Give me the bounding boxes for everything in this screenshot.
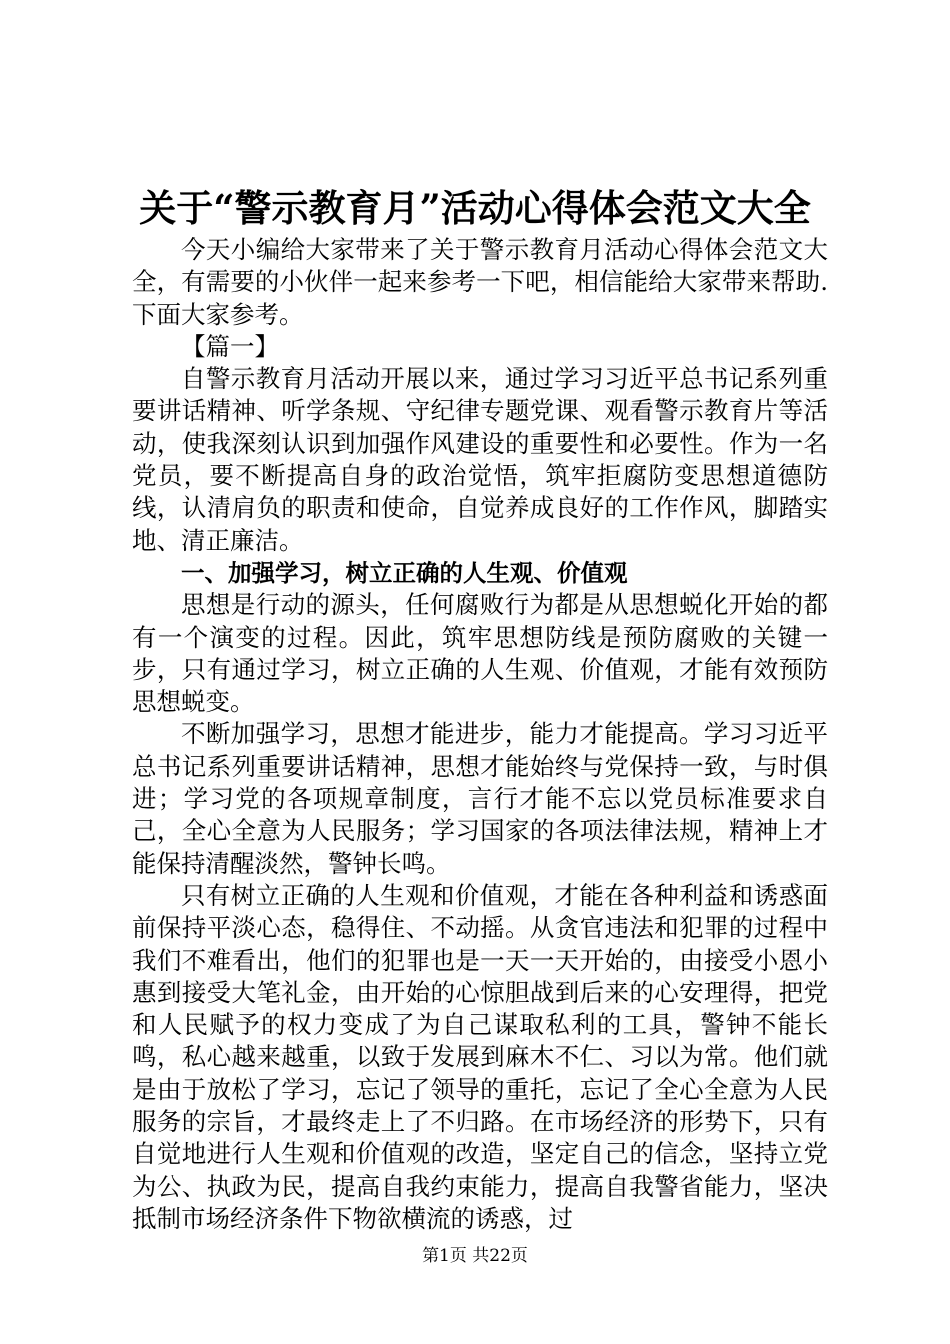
body-paragraph: 思想是行动的源头，任何腐败行为都是从思想蜕化开始的都有一个演变的过程。因此，筑牢思想防线是预防腐败的关键一步，只有通过学习，树立正确的人生观、价值观，才能有效预防思想蜕变。 bbox=[132, 590, 828, 717]
part-one-label: 【篇一】 bbox=[181, 331, 279, 361]
document-title: 关于“警示教育月”活动心得体会范文大全 bbox=[139, 186, 811, 230]
section-heading: 一、加强学习，树立正确的人生观、价值观 bbox=[181, 558, 628, 587]
body-paragraph: 自警示教育月活动开展以来，通过学习习近平总书记系列重要讲话精神、听学条规、守纪律专题党课、观看警示教育片等活动，使我深刻认识到加强作风建设的重要性和必要性。作为一名党员，要不断提高自身的政治觉悟，筑牢拒腐防变思想道德防线，认清肩负的职责和使命，自觉养成良好的工作作风，脚踏实地、清正廉洁。 bbox=[132, 364, 828, 555]
document-body bbox=[132, 234, 828, 1235]
page-number: 第1页 共22页 bbox=[422, 1246, 528, 1266]
body-paragraph: 只有树立正确的人生观和价值观，才能在各种利益和诱惑面前保持平淡心态，稳得住、不动摇。从贪官违法和犯罪的过程中我们不难看出，他们的犯罪也是一天一天开始的，由接受小恩小惠到接受大笔礼金，由开始的心惊胆战到后来的心安理得，把党和人民赋予的权力变成了为自己谋取私利的工具，警钟不能长鸣，私心越来越重，以致于发展到麻木不仁、习以为常。他们就是由于放松了学习，忘记了领导的重托，忘记了全心全意为人民服务的宗旨，才最终走上了不归路。在市场经济的形势下，只有自觉地进行人生观和价值观的改造，坚定自己的信念，坚持立党为公、执政为民，提高自我约束能力，提高自我警省能力，坚决抵制市场经济条件下物欲横流的诱惑，过 bbox=[132, 880, 828, 1233]
body-paragraph: 不断加强学习，思想才能进步，能力才能提高。学习习近平总书记系列重要讲话精神，思想才能始终与党保持一致，与时俱进；学习党的各项规章制度，言行才能不忘以党员标准要求自己，全心全意为人民服务；学习国家的各项法律法规，精神上才能保持清醒淡然，警钟长鸣。 bbox=[132, 719, 828, 878]
intro-paragraph: 今天小编给大家带来了关于警示教育月活动心得体会范文大全，有需要的小伙伴一起来参考一下吧，相信能给大家带来帮助.下面大家参考。 bbox=[132, 235, 828, 329]
